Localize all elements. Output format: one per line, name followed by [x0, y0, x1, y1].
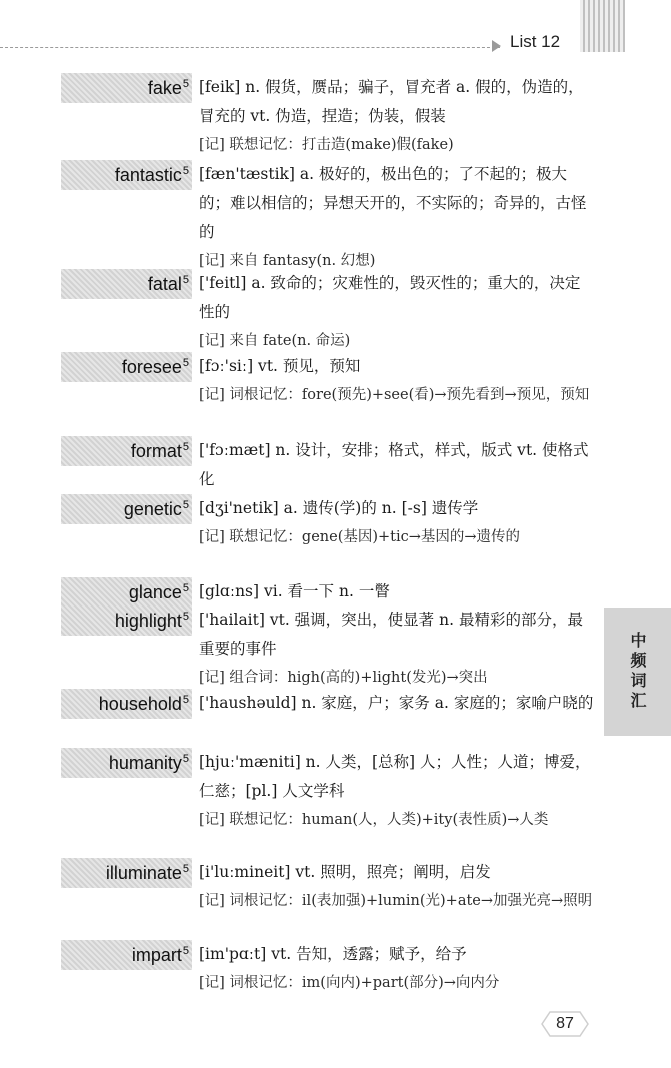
level-mark: 5	[182, 164, 189, 177]
level-mark: 5	[182, 752, 189, 765]
headword: household$^5$	[98, 693, 189, 714]
entry-definition	[199, 269, 594, 356]
headword-cell	[61, 858, 192, 888]
level-mark: 5	[182, 862, 189, 875]
entry-definition	[199, 436, 594, 494]
entry-definition	[199, 748, 594, 835]
page-number-text: 87	[556, 1015, 574, 1032]
level-mark: 5	[182, 77, 189, 90]
headword: fatal$^5$	[147, 273, 189, 294]
headword-cell	[61, 494, 192, 524]
entry-definition	[199, 73, 594, 160]
definition-text: ['feitl] a. 致命的；灾难性的，毁灭性的；重大的，决定性的	[199, 274, 581, 321]
headword: foresee$^5$	[121, 356, 189, 377]
headword: format$^5$	[130, 440, 189, 461]
level-mark: 5	[182, 581, 189, 594]
definition-text: [fæn'tæstik] a. 极好的，极出色的；了不起的；极大的；难以相信的；异想天开的，不实际的；奇异的，古怪的	[199, 165, 587, 241]
memory-note: [记] 组合词：high(高的)+light(发光)→突出	[199, 670, 488, 686]
page-number	[540, 1010, 590, 1038]
headword: fantastic$^5$	[114, 164, 189, 185]
definition-text: [im'pɑːt] vt. 告知，透露；赋予，给予	[199, 945, 467, 963]
headword: illuminate$^5$	[105, 862, 189, 883]
memory-note: [记] 联想记忆：gene(基因)+tic→基因的→遗传的	[199, 529, 521, 545]
memory-note: [记] 词根记忆：fore(预先)+see(看)→预先看到→预见，预知	[199, 387, 590, 403]
definition-text: [hjuː'mæniti] n. 人类，[总称] 人；人性；人道；博爱，仁慈；[pl.] 人文学科	[199, 753, 591, 800]
level-mark: 5	[182, 610, 189, 623]
side-tab-label: 中频词汇	[628, 632, 647, 712]
headword-cell	[61, 748, 192, 778]
level-mark: 5	[182, 944, 189, 957]
entry-definition	[199, 577, 594, 606]
entry-definition	[199, 858, 594, 916]
headword-cell	[61, 577, 192, 607]
entry-definition	[199, 352, 594, 410]
header-rule	[0, 47, 500, 48]
headword: glance$^5$	[128, 581, 189, 602]
memory-note: [记] 来自 fate(n. 命运)	[199, 333, 351, 349]
definition-text: ['haushəuld] n. 家庭，户；家务 a. 家庭的；家喻户晓的	[199, 694, 594, 712]
headword-cell	[61, 73, 192, 103]
definition-text: [feik] n. 假货，赝品；骗子，冒充者 a. 假的，伪造的，冒充的 vt. 伪造，捏造；伪装，假装	[199, 78, 584, 125]
memory-note: [记] 来自 fantasy(n. 幻想)	[199, 253, 376, 269]
definition-text: ['hailait] vt. 强调，突出，使显著 n. 最精彩的部分，最重要的事件	[199, 611, 583, 658]
level-mark: 5	[182, 498, 189, 511]
headword-cell	[61, 606, 192, 636]
headword-cell	[61, 269, 192, 299]
headword-cell	[61, 436, 192, 466]
list-label: List 12	[510, 32, 561, 51]
headword: fake$^5$	[147, 77, 189, 98]
memory-note: [记] 联想记忆：打击造(make)假(fake)	[199, 137, 454, 153]
headword-cell	[61, 940, 192, 970]
memory-note: [记] 联想记忆：human(人，人类)+ity(表性质)→人类	[199, 812, 549, 828]
definition-text: [dʒi'netik] a. 遗传(学)的 n. [-s] 遗传学	[199, 499, 479, 517]
headword: highlight$^5$	[114, 610, 189, 631]
definition-text: [i'luːmineit] vt. 照明，照亮；阐明，启发	[199, 863, 491, 881]
corner-decoration	[580, 0, 625, 52]
entry-definition	[199, 606, 594, 693]
headword: impart$^5$	[131, 944, 189, 965]
headword-cell	[61, 689, 192, 719]
entry-definition	[199, 940, 594, 998]
level-mark: 5	[182, 356, 189, 369]
side-tab	[604, 608, 671, 736]
entry-definition	[199, 160, 594, 276]
headword-cell	[61, 352, 192, 382]
memory-note: [记] 词根记忆：im(向内)+part(部分)→向内分	[199, 975, 500, 991]
headword-cell	[61, 160, 192, 190]
header-arrow-icon	[492, 40, 501, 52]
definition-text: [fɔː'siː] vt. 预见，预知	[199, 357, 361, 375]
level-mark: 5	[182, 693, 189, 706]
entry-definition	[199, 689, 594, 718]
headword: humanity$^5$	[108, 752, 189, 773]
level-mark: 5	[182, 273, 189, 286]
definition-text: ['fɔːmæt] n. 设计，安排；格式，样式，版式 vt. 使格式化	[199, 441, 589, 488]
level-mark: 5	[182, 440, 189, 453]
memory-note: [记] 词根记忆：il(表加强)+lumin(光)+ate→加强光亮→照明	[199, 893, 593, 909]
entry-definition	[199, 494, 594, 552]
headword: genetic$^5$	[123, 498, 189, 519]
definition-text: [glɑːns] vi. 看一下 n. 一瞥	[199, 582, 390, 600]
